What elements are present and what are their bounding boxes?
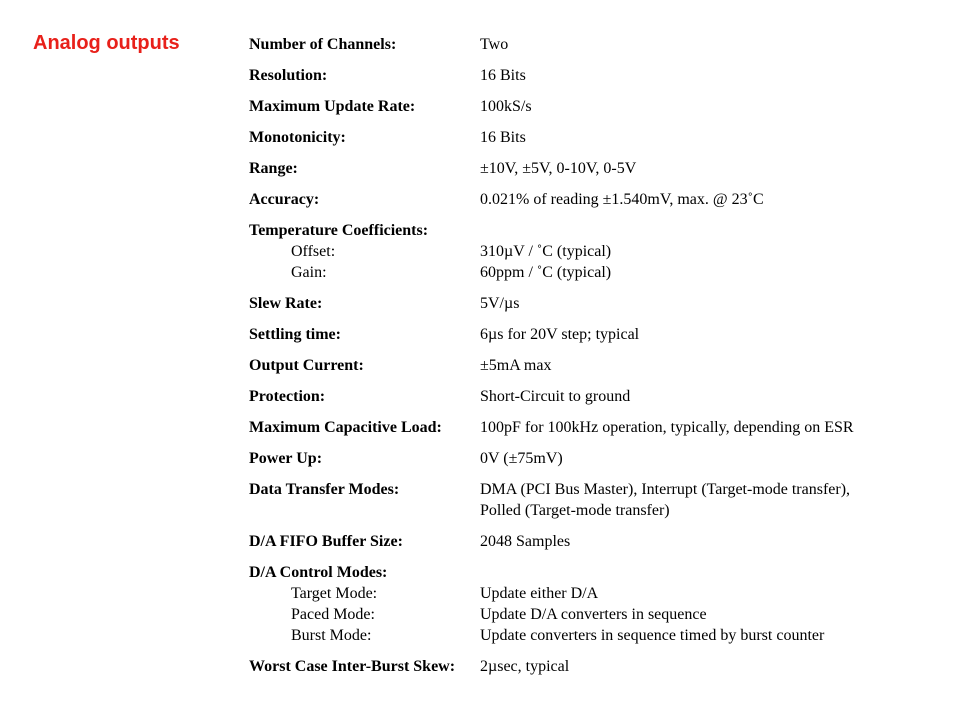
spec-sub-value: 60ppm / ˚C (typical): [480, 264, 612, 281]
spec-row: [249, 417, 949, 438]
spec-value: 100kS/s: [480, 98, 532, 115]
spec-label: Protection:: [249, 388, 326, 405]
spec-value-column: [480, 189, 949, 210]
spec-label-column: [249, 96, 480, 117]
spec-value: 2048 Samples: [480, 533, 571, 550]
spec-row: [249, 158, 949, 179]
spec-value-spacer: [480, 562, 949, 583]
spec-sub-label: Paced Mode:: [291, 606, 375, 623]
spec-row: [249, 34, 949, 55]
spec-label: Worst Case Inter-Burst Skew:: [249, 658, 456, 675]
spec-value-column: [480, 34, 949, 55]
page-title: Analog outputs: [33, 32, 180, 54]
spec-label-column: [249, 65, 480, 86]
spec-sub-label: Burst Mode:: [291, 627, 372, 644]
spec-label: Data Transfer Modes:: [249, 481, 400, 498]
spec-label-column: [249, 293, 480, 314]
spec-value-column: [480, 448, 949, 469]
spec-label: Number of Channels:: [249, 36, 397, 53]
spec-value: ±5mA max: [480, 357, 552, 374]
spec-label: Slew Rate:: [249, 295, 323, 312]
spec-table: [249, 34, 949, 677]
spec-label-column: [249, 479, 480, 500]
spec-value: 6µs for 20V step; typical: [480, 326, 640, 343]
spec-value-spacer: [480, 220, 949, 241]
spec-sub-value: Update converters in sequence timed by burst counter: [480, 627, 825, 644]
spec-row: [249, 127, 949, 148]
spec-value-column: [480, 220, 949, 283]
spec-label: Range:: [249, 160, 298, 177]
spec-value: ±10V, ±5V, 0-10V, 0-5V: [480, 160, 637, 177]
spec-label-column: [249, 562, 480, 646]
spec-label-column: [249, 127, 480, 148]
spec-label: Monotonicity:: [249, 129, 346, 146]
spec-value-column: [480, 293, 949, 314]
spec-label: Temperature Coefficients:: [249, 222, 429, 239]
spec-label: Settling time:: [249, 326, 341, 343]
spec-value-column: [480, 158, 949, 179]
spec-label: D/A FIFO Buffer Size:: [249, 533, 403, 550]
spec-sub-value: Update either D/A: [480, 585, 599, 602]
spec-row: [249, 293, 949, 314]
spec-row: [249, 479, 949, 521]
spec-value-column: [480, 531, 949, 552]
spec-label-column: [249, 355, 480, 376]
spec-value: DMA (PCI Bus Master), Interrupt (Target-mode transfer),: [480, 481, 851, 498]
spec-value: 2µsec, typical: [480, 658, 570, 675]
spec-label: Maximum Capacitive Load:: [249, 419, 442, 436]
spec-row: [249, 65, 949, 86]
spec-value-column: [480, 65, 949, 86]
spec-label-column: [249, 386, 480, 407]
spec-sub-label: Offset:: [291, 243, 336, 260]
spec-value-column: [480, 417, 949, 438]
spec-value: Polled (Target-mode transfer): [480, 502, 670, 519]
spec-value-column: [480, 656, 949, 677]
spec-label: Output Current:: [249, 357, 364, 374]
spec-row: [249, 448, 949, 469]
spec-sub-label: Gain:: [291, 264, 327, 281]
spec-label-column: [249, 189, 480, 210]
spec-label: Power Up:: [249, 450, 323, 467]
spec-label-column: [249, 656, 480, 677]
spec-row: [249, 531, 949, 552]
spec-value: 0.021% of reading ±1.540mV, max. @ 23˚C: [480, 191, 764, 208]
spec-value-column: [480, 562, 949, 646]
spec-label-column: [249, 448, 480, 469]
spec-row: [249, 324, 949, 345]
spec-label: Accuracy:: [249, 191, 320, 208]
spec-sub-value: 310µV / ˚C (typical): [480, 243, 612, 260]
spec-label-column: [249, 417, 480, 438]
spec-sub-label: Target Mode:: [291, 585, 378, 602]
spec-value: 100pF for 100kHz operation, typically, depending on ESR: [480, 419, 854, 436]
spec-value-column: [480, 324, 949, 345]
spec-value-column: [480, 355, 949, 376]
spec-row: [249, 189, 949, 210]
spec-label: Resolution:: [249, 67, 328, 84]
spec-label-column: [249, 158, 480, 179]
spec-label-column: [249, 531, 480, 552]
spec-value: 16 Bits: [480, 129, 526, 146]
spec-label: D/A Control Modes:: [249, 564, 388, 581]
spec-value-column: [480, 386, 949, 407]
spec-value: 5V/µs: [480, 295, 520, 312]
spec-row: [249, 220, 949, 283]
spec-label-column: [249, 324, 480, 345]
spec-value-column: [480, 96, 949, 117]
spec-value: Two: [480, 36, 509, 53]
spec-value: 16 Bits: [480, 67, 526, 84]
spec-value-column: [480, 127, 949, 148]
spec-label-column: [249, 34, 480, 55]
spec-value: 0V (±75mV): [480, 450, 563, 467]
spec-row: [249, 96, 949, 117]
spec-row: [249, 562, 949, 646]
spec-row: [249, 656, 949, 677]
spec-row: [249, 386, 949, 407]
spec-row: [249, 355, 949, 376]
spec-value: Short-Circuit to ground: [480, 388, 631, 405]
spec-value-column: [480, 479, 949, 521]
spec-label-column: [249, 220, 480, 283]
spec-sub-value: Update D/A converters in sequence: [480, 606, 707, 623]
spec-label: Maximum Update Rate:: [249, 98, 416, 115]
